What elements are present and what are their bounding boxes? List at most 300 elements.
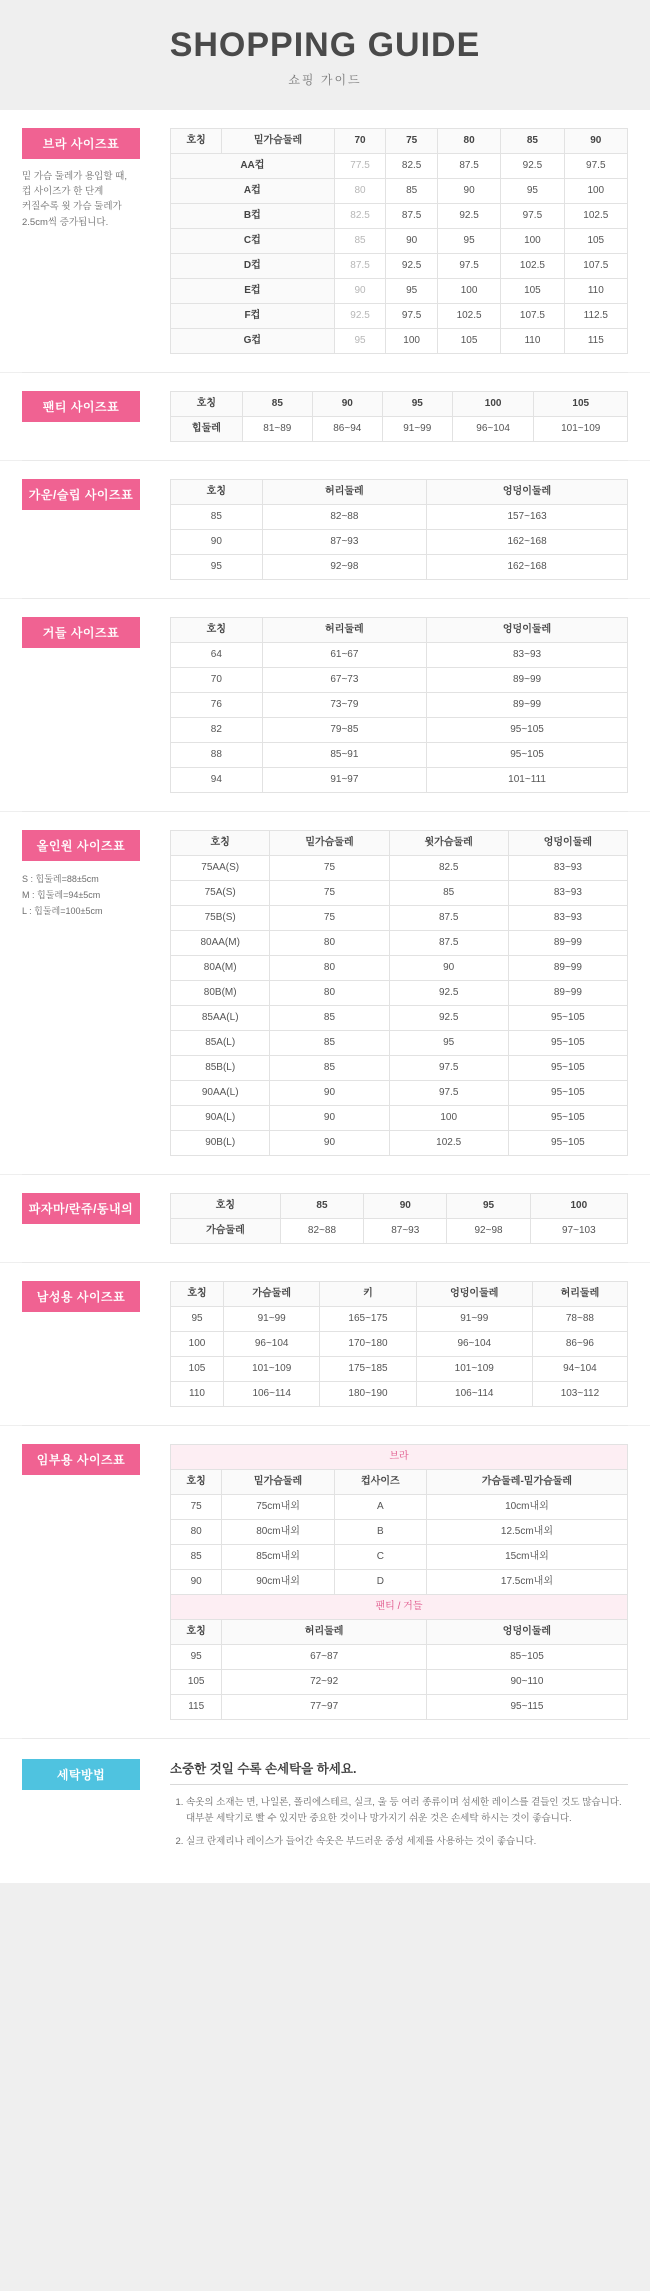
table-row — [171, 1031, 628, 1056]
table-row — [171, 1332, 628, 1357]
table-row — [171, 693, 628, 718]
cell: 90 — [334, 279, 386, 304]
cell: 90 — [386, 229, 438, 254]
cell: 105 — [171, 1670, 222, 1695]
cell: 102.5 — [501, 254, 564, 279]
table-row — [171, 768, 628, 793]
table-row — [171, 1006, 628, 1031]
cell: 82~88 — [280, 1219, 363, 1244]
table-header-row — [171, 1282, 628, 1307]
cell: 100 — [171, 1332, 224, 1357]
cell: 75 — [171, 1495, 222, 1520]
col-header: 85 — [280, 1194, 363, 1219]
cell: 95 — [334, 329, 386, 354]
section-bra-note: 밑 가슴 둘레가 용입할 때, 컵 사이즈가 한 단계 커질수록 윗 가슴 둘레가 2.5cm씩 증가됩니다. — [22, 171, 127, 228]
cell: 77~97 — [222, 1695, 427, 1720]
cell: 92.5 — [437, 204, 500, 229]
cell: 100 — [564, 179, 627, 204]
cell: 75B(S) — [171, 906, 270, 931]
cell: 90 — [437, 179, 500, 204]
cell: 90A(L) — [171, 1106, 270, 1131]
cell: 87~93 — [262, 530, 426, 555]
table-row — [171, 505, 628, 530]
section-maternity — [0, 1426, 650, 1738]
cell: 100 — [501, 229, 564, 254]
cell: 115 — [171, 1695, 222, 1720]
cell: 180~190 — [320, 1382, 416, 1407]
cell: 101~109 — [224, 1357, 320, 1382]
table-row — [171, 530, 628, 555]
cell: 95~105 — [508, 1056, 627, 1081]
cell: 85 — [334, 229, 386, 254]
cell: 92.5 — [389, 981, 508, 1006]
cell: 157~163 — [427, 505, 628, 530]
cell: 92~98 — [447, 1219, 530, 1244]
col-header: 105 — [534, 392, 628, 417]
cell: 85cm내외 — [222, 1545, 335, 1570]
table-row — [171, 1307, 628, 1332]
col-header: 85 — [242, 392, 312, 417]
cell: 87.5 — [334, 254, 386, 279]
row-label: 힙둘레 — [171, 417, 243, 442]
cell: 162~168 — [427, 530, 628, 555]
table-row — [171, 1495, 628, 1520]
col-header: 엉덩이둘레 — [427, 618, 628, 643]
cell: 110 — [501, 329, 564, 354]
col-header: 엉덩이둘레 — [427, 480, 628, 505]
row-label: E컵 — [171, 279, 335, 304]
table-header-row — [171, 129, 628, 154]
cell: 96~104 — [224, 1332, 320, 1357]
col-header: 90 — [364, 1194, 447, 1219]
cell: 105 — [171, 1357, 224, 1382]
col-header: 엉덩이둘레 — [416, 1282, 532, 1307]
cell: 97~103 — [530, 1219, 627, 1244]
cell: 87.5 — [389, 931, 508, 956]
col-header: 75 — [386, 129, 438, 154]
table-header-row — [171, 1470, 628, 1495]
section-bra — [0, 110, 650, 372]
table-row — [171, 555, 628, 580]
cell: 97.5 — [501, 204, 564, 229]
col-header: 허리둘레 — [262, 618, 426, 643]
cell: 73~79 — [262, 693, 426, 718]
cell: 85 — [389, 881, 508, 906]
cell: 90 — [171, 1570, 222, 1595]
cell: 95 — [171, 1307, 224, 1332]
cell: 162~168 — [427, 555, 628, 580]
table-row — [171, 1219, 628, 1244]
cell: 75cm내외 — [222, 1495, 335, 1520]
cell: 85 — [270, 1031, 389, 1056]
table-row — [171, 229, 628, 254]
cell: 95 — [386, 279, 438, 304]
cell: 87.5 — [437, 154, 500, 179]
men-size-table — [170, 1281, 628, 1407]
list-item: 1. 속옷의 소재는 면, 나일론, 폴리에스테르, 실크, 울 등 여러 종류이며 섬세한 레이스를 곁들인 것도 많습니다. 대부분 세탁기로 빨 수 있지만 중요한 것이나 망가지기 쉬운 것은 손세탁 하시는 것이 좋습니다. — [186, 1795, 628, 1827]
cell: 85~91 — [262, 743, 426, 768]
cell: 90AA(L) — [171, 1081, 270, 1106]
table-row — [171, 1131, 628, 1156]
table-row — [171, 881, 628, 906]
section-maternity-tag-col — [0, 1444, 170, 1475]
cell: 80 — [270, 931, 389, 956]
table-row — [171, 1520, 628, 1545]
row-label: A컵 — [171, 179, 335, 204]
col-header: 호칭 — [171, 1620, 222, 1645]
page-subtitle: 쇼핑 가이드 — [288, 73, 362, 87]
table-header-row — [171, 618, 628, 643]
bra-size-table — [170, 128, 628, 354]
cell: 115 — [564, 329, 627, 354]
cell: 85 — [171, 1545, 222, 1570]
cell: 86~94 — [312, 417, 382, 442]
row-label: B컵 — [171, 204, 335, 229]
col-header: 호칭 — [171, 1194, 281, 1219]
cell: 89~99 — [508, 981, 627, 1006]
cell: 80 — [334, 179, 386, 204]
cell: D — [334, 1570, 426, 1595]
col-header: 호칭 — [171, 480, 263, 505]
cell: 95~105 — [427, 718, 628, 743]
section-panty-tag: 팬티 사이즈표 — [22, 391, 140, 422]
cell: 15cm내외 — [426, 1545, 627, 1570]
col-header: 호칭 — [171, 831, 270, 856]
col-header: 허리둘레 — [222, 1620, 427, 1645]
cell: 95 — [389, 1031, 508, 1056]
washing-list — [170, 1795, 628, 1850]
section-gown-tag: 가운/슬립 사이즈표 — [22, 479, 140, 510]
cell: 95~105 — [508, 1006, 627, 1031]
cell: 91~99 — [224, 1307, 320, 1332]
cell: 92.5 — [501, 154, 564, 179]
cell: 89~99 — [508, 931, 627, 956]
cell: 77.5 — [334, 154, 386, 179]
cell: 67~73 — [262, 668, 426, 693]
cell: 92~98 — [262, 555, 426, 580]
cell: 75AA(S) — [171, 856, 270, 881]
cell: 92.5 — [386, 254, 438, 279]
cell: 95 — [501, 179, 564, 204]
section-allinone-tag: 올인원 사이즈표 — [22, 830, 140, 861]
section-maternity-tag: 임부용 사이즈표 — [22, 1444, 140, 1475]
cell: 95 — [171, 555, 263, 580]
cell: 90 — [389, 956, 508, 981]
table-row — [171, 154, 628, 179]
col-header: 호칭 — [171, 1282, 224, 1307]
cell: 90 — [270, 1081, 389, 1106]
cell: 80 — [270, 981, 389, 1006]
cell: 107.5 — [501, 304, 564, 329]
table-row — [171, 906, 628, 931]
cell: 86~96 — [532, 1332, 627, 1357]
section-girdle-tag-col — [0, 617, 170, 648]
table-row — [171, 1545, 628, 1570]
cell: 91~99 — [416, 1307, 532, 1332]
col-header: 밑가슴둘레 — [222, 129, 334, 154]
cell: 12.5cm내외 — [426, 1520, 627, 1545]
cell: 85AA(L) — [171, 1006, 270, 1031]
table-row — [171, 417, 628, 442]
cell: 92.5 — [334, 304, 386, 329]
section-washing-tag: 세탁방법 — [22, 1759, 140, 1790]
section-girdle-tag: 거들 사이즈표 — [22, 617, 140, 648]
cell: 75 — [270, 856, 389, 881]
cell: 101~111 — [427, 768, 628, 793]
cell: 67~87 — [222, 1645, 427, 1670]
table-row — [171, 179, 628, 204]
cell: 85 — [270, 1006, 389, 1031]
table-row — [171, 743, 628, 768]
col-header: 윗가슴둘레 — [389, 831, 508, 856]
cell: 94 — [171, 768, 263, 793]
cell: 102.5 — [389, 1131, 508, 1156]
cell: 106~114 — [416, 1382, 532, 1407]
col-header: 95 — [382, 392, 452, 417]
washing-content — [170, 1759, 650, 1857]
cell: 95~105 — [508, 1081, 627, 1106]
section-men-tag-col — [0, 1281, 170, 1312]
cell: 91~99 — [382, 417, 452, 442]
section-washing — [0, 1739, 650, 1883]
gown-size-table — [170, 479, 628, 580]
cell: 170~180 — [320, 1332, 416, 1357]
col-header: 허리둘레 — [532, 1282, 627, 1307]
col-header: 95 — [447, 1194, 530, 1219]
section-men-table-col — [170, 1281, 650, 1407]
cell: 95 — [437, 229, 500, 254]
table-row — [171, 1081, 628, 1106]
col-header: 엉덩이둘레 — [426, 1620, 627, 1645]
table-row — [171, 1106, 628, 1131]
cell: B — [334, 1520, 426, 1545]
col-header: 호칭 — [171, 1470, 222, 1495]
col-header: 밑가슴둘레 — [270, 831, 389, 856]
col-header: 허리둘레 — [262, 480, 426, 505]
washing-heading: 소중한 것일 수록 손세탁을 하세요. — [170, 1759, 628, 1785]
cell: 97.5 — [437, 254, 500, 279]
cell: 175~185 — [320, 1357, 416, 1382]
table-row — [171, 1382, 628, 1407]
cell: 78~88 — [532, 1307, 627, 1332]
table-header-row — [171, 831, 628, 856]
table-row — [171, 668, 628, 693]
cell: 165~175 — [320, 1307, 416, 1332]
table-row — [171, 1670, 628, 1695]
group-title-row — [171, 1445, 628, 1470]
page-title: SHOPPING GUIDE — [169, 26, 481, 64]
cell: 110 — [171, 1382, 224, 1407]
row-label: G컵 — [171, 329, 335, 354]
col-header: 100 — [530, 1194, 627, 1219]
col-header: 밑가슴둘레 — [222, 1470, 335, 1495]
section-washing-tag-col — [0, 1759, 170, 1790]
table-row — [171, 643, 628, 668]
cell: 102.5 — [437, 304, 500, 329]
col-header: 90 — [312, 392, 382, 417]
section-panty-table-col — [170, 391, 650, 442]
cell: 87.5 — [386, 204, 438, 229]
table-row — [171, 204, 628, 229]
table-row — [171, 1056, 628, 1081]
cell: 80cm내외 — [222, 1520, 335, 1545]
table-header-row — [171, 1620, 628, 1645]
cell: 95~105 — [508, 1106, 627, 1131]
cell: 89~99 — [427, 693, 628, 718]
maternity-size-table — [170, 1444, 628, 1720]
table-row — [171, 931, 628, 956]
cell: 106~114 — [224, 1382, 320, 1407]
section-girdle-table-col — [170, 617, 650, 793]
row-label: AA컵 — [171, 154, 335, 179]
cell: 97.5 — [386, 304, 438, 329]
table-header-row — [171, 480, 628, 505]
cell: 76 — [171, 693, 263, 718]
table-row — [171, 1695, 628, 1720]
cell: 103~112 — [532, 1382, 627, 1407]
col-header: 가슴둘레 — [224, 1282, 320, 1307]
cell: 75 — [270, 881, 389, 906]
table-row — [171, 1357, 628, 1382]
cell: 95~115 — [426, 1695, 627, 1720]
cell: 82.5 — [334, 204, 386, 229]
cell: 85 — [270, 1056, 389, 1081]
cell: 90cm내외 — [222, 1570, 335, 1595]
cell: 110 — [564, 279, 627, 304]
cell: 80AA(M) — [171, 931, 270, 956]
cell: 80 — [270, 956, 389, 981]
col-header: 90 — [564, 129, 627, 154]
section-allinone — [0, 812, 650, 1174]
row-label: D컵 — [171, 254, 335, 279]
cell: 10cm내외 — [426, 1495, 627, 1520]
col-header: 70 — [334, 129, 386, 154]
section-pajama-table-col — [170, 1193, 650, 1244]
cell: 64 — [171, 643, 263, 668]
table-header-row — [171, 1194, 628, 1219]
cell: 83~93 — [508, 906, 627, 931]
section-allinone-table-col — [170, 830, 650, 1156]
cell: 90 — [171, 530, 263, 555]
table-row — [171, 981, 628, 1006]
cell: 105 — [437, 329, 500, 354]
col-header: 가슴둘레-밑가슴둘레 — [426, 1470, 627, 1495]
cell: 94~104 — [532, 1357, 627, 1382]
group-title-row — [171, 1595, 628, 1620]
cell: 105 — [564, 229, 627, 254]
section-men — [0, 1263, 650, 1425]
table-row — [171, 956, 628, 981]
table-row — [171, 254, 628, 279]
cell: 90B(L) — [171, 1131, 270, 1156]
section-allinone-note: S : 힙둘레=88±5cm M : 힙둘레=94±5cm L : 힙둘레=100±5cm — [22, 874, 103, 917]
cell: 88 — [171, 743, 263, 768]
cell: 96~104 — [416, 1332, 532, 1357]
cell: 92.5 — [389, 1006, 508, 1031]
section-bra-table-col — [170, 128, 650, 354]
table-row — [171, 304, 628, 329]
cell: 107.5 — [564, 254, 627, 279]
cell: 96~104 — [452, 417, 534, 442]
table-row — [171, 718, 628, 743]
section-panty-tag-col — [0, 391, 170, 422]
section-gown-tag-col — [0, 479, 170, 510]
section-girdle — [0, 599, 650, 811]
table-row — [171, 329, 628, 354]
cell: 100 — [386, 329, 438, 354]
cell: 95~105 — [427, 743, 628, 768]
row-label: F컵 — [171, 304, 335, 329]
cell: 89~99 — [508, 956, 627, 981]
cell: 80B(M) — [171, 981, 270, 1006]
cell: 61~67 — [262, 643, 426, 668]
row-label: C컵 — [171, 229, 335, 254]
col-header: 컵사이즈 — [334, 1470, 426, 1495]
col-header: 호칭 — [171, 392, 243, 417]
section-gown-table-col — [170, 479, 650, 580]
section-gown — [0, 461, 650, 598]
cell: 112.5 — [564, 304, 627, 329]
cell: 70 — [171, 668, 263, 693]
panty-size-table — [170, 391, 628, 442]
list-item: 2. 실크 란제리나 레이스가 들어간 속옷은 부드러운 중성 세제를 사용하는 것이 좋습니다. — [186, 1834, 628, 1850]
section-pajama-tag-col — [0, 1193, 170, 1224]
col-header: 80 — [437, 129, 500, 154]
cell: 90 — [270, 1131, 389, 1156]
cell: 90~110 — [426, 1670, 627, 1695]
col-header: 100 — [452, 392, 534, 417]
cell: 82.5 — [386, 154, 438, 179]
group-title: 브라 — [171, 1445, 628, 1470]
cell: A — [334, 1495, 426, 1520]
cell: 105 — [501, 279, 564, 304]
page-header — [0, 0, 650, 110]
cell: 85A(L) — [171, 1031, 270, 1056]
cell: 80A(M) — [171, 956, 270, 981]
cell: 17.5cm내외 — [426, 1570, 627, 1595]
cell: 75 — [270, 906, 389, 931]
section-bra-tag: 브라 사이즈표 — [22, 128, 140, 159]
cell: 85 — [386, 179, 438, 204]
cell: 87~93 — [364, 1219, 447, 1244]
cell: 83~93 — [508, 856, 627, 881]
cell: 95~105 — [508, 1031, 627, 1056]
cell: 90 — [270, 1106, 389, 1131]
cell: 91~97 — [262, 768, 426, 793]
group-title: 팬티 / 거들 — [171, 1595, 628, 1620]
section-pajama-tag: 파자마/란쥬/동내의 — [22, 1193, 140, 1224]
col-header: 호칭 — [171, 618, 263, 643]
cell: 81~89 — [242, 417, 312, 442]
row-label: 가슴둘레 — [171, 1219, 281, 1244]
cell: 101~109 — [416, 1357, 532, 1382]
cell: 85 — [171, 505, 263, 530]
cell: 85~105 — [426, 1645, 627, 1670]
table-row — [171, 856, 628, 881]
cell: 100 — [389, 1106, 508, 1131]
section-allinone-tag-col — [0, 830, 170, 920]
cell: 102.5 — [564, 204, 627, 229]
cell: 97.5 — [389, 1056, 508, 1081]
cell: 75A(S) — [171, 881, 270, 906]
section-bra-tag-col — [0, 128, 170, 230]
cell: 95 — [171, 1645, 222, 1670]
cell: 82~88 — [262, 505, 426, 530]
cell: 97.5 — [389, 1081, 508, 1106]
cell: 72~92 — [222, 1670, 427, 1695]
cell: 83~93 — [508, 881, 627, 906]
section-pajama — [0, 1175, 650, 1262]
